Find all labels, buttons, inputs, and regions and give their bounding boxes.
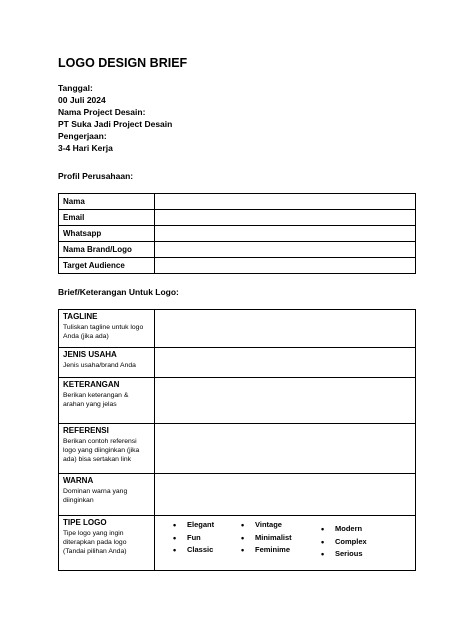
field-label: Nama Brand/Logo	[59, 242, 155, 258]
table-row	[59, 194, 416, 210]
business-hint: Jenis usaha/brand Anda	[63, 362, 136, 369]
name-input-cell[interactable]	[155, 194, 416, 210]
option-serious[interactable]: • Serious	[321, 548, 367, 561]
project-label: Nama Project Desain:	[58, 107, 146, 117]
date-label: Tanggal:	[58, 83, 93, 93]
table-row	[59, 258, 416, 274]
date-value: 00 Juli 2024	[58, 95, 106, 105]
description-label-cell	[59, 378, 155, 424]
table-row	[59, 378, 416, 424]
option-modern[interactable]: • Modern	[321, 523, 367, 536]
project-meta	[58, 82, 172, 154]
option-vintage[interactable]: • Vintage	[241, 519, 292, 532]
tagline-hint: Tuliskan tagline untuk logo Anda (jika ada)	[63, 324, 144, 340]
field-label: Target Audience	[59, 258, 155, 274]
logo-brief-table	[58, 309, 416, 571]
tagline-label-cell	[59, 310, 155, 348]
color-hint: Dominan warna yang diinginkan	[63, 488, 128, 504]
field-label: Nama	[59, 194, 155, 210]
description-input-cell[interactable]	[155, 378, 416, 424]
option-feminime[interactable]: • Feminime	[241, 544, 292, 557]
business-title: JENIS USAHA	[63, 350, 117, 359]
profile-heading: Profil Perusahaan:	[58, 171, 134, 181]
options-column-1	[173, 519, 214, 557]
brief-heading: Brief/Keterangan Untuk Logo:	[58, 287, 179, 297]
table-row	[59, 226, 416, 242]
business-label-cell	[59, 348, 155, 378]
logo-type-title: TIPE LOGO	[63, 518, 107, 527]
company-profile-table	[58, 193, 416, 274]
table-row	[59, 516, 416, 571]
tagline-title: TAGLINE	[63, 312, 98, 321]
business-input-cell[interactable]	[155, 348, 416, 378]
description-title: KETERANGAN	[63, 380, 120, 389]
brand-name-input-cell[interactable]	[155, 242, 416, 258]
reference-title: REFERENSI	[63, 426, 109, 435]
reference-hint: Berikan contoh referensi logo yang diinginkan (jika ada) bisa sertakan link	[63, 438, 140, 463]
table-row	[59, 310, 416, 348]
logo-type-options	[159, 518, 411, 568]
logo-type-hint: Tipe logo yang ingin diterapkan pada logo (Tandai pilihan Anda)	[63, 530, 127, 555]
option-elegant[interactable]: • Elegant	[173, 519, 214, 532]
color-title: WARNA	[63, 476, 94, 485]
option-minimalist[interactable]: • Minimalist	[241, 532, 292, 545]
document-title: LOGO DESIGN BRIEF	[58, 56, 188, 70]
project-value: PT Suka Jadi Project Desain	[58, 119, 173, 129]
table-row	[59, 348, 416, 378]
table-row	[59, 474, 416, 516]
options-column-3	[321, 523, 367, 561]
work-value: 3-4 Hari Kerja	[58, 143, 113, 153]
table-row	[59, 242, 416, 258]
table-row	[59, 210, 416, 226]
target-audience-input-cell[interactable]	[155, 258, 416, 274]
field-label: Email	[59, 210, 155, 226]
table-row	[59, 424, 416, 474]
email-input-cell[interactable]	[155, 210, 416, 226]
option-complex[interactable]: • Complex	[321, 536, 367, 549]
options-column-2	[241, 519, 292, 557]
tagline-input-cell[interactable]	[155, 310, 416, 348]
reference-input-cell[interactable]	[155, 424, 416, 474]
color-label-cell	[59, 474, 155, 516]
option-fun[interactable]: • Fun	[173, 532, 214, 545]
logo-type-label-cell	[59, 516, 155, 571]
reference-label-cell	[59, 424, 155, 474]
field-label: Whatsapp	[59, 226, 155, 242]
whatsapp-input-cell[interactable]	[155, 226, 416, 242]
description-hint: Berikan keterangan & arahan yang jelas	[63, 392, 129, 408]
work-label: Pengerjaan:	[58, 131, 107, 141]
logo-type-options-cell	[155, 516, 416, 571]
color-input-cell[interactable]	[155, 474, 416, 516]
option-classic[interactable]: • Classic	[173, 544, 214, 557]
